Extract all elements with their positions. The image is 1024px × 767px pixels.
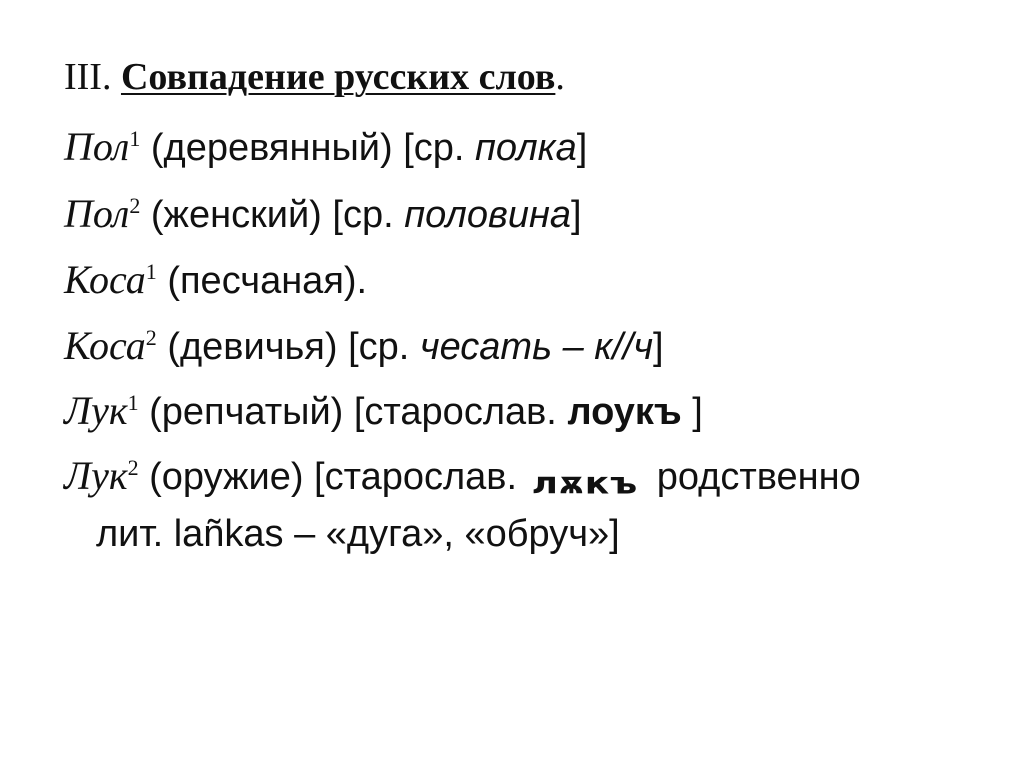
entry-gloss: (девичья) [ср. (167, 326, 410, 368)
entry-example: полка (475, 127, 577, 169)
homonym-number: 1 (145, 259, 157, 284)
entry-close: ] (571, 194, 582, 236)
entry-gloss: (песчаная). (167, 260, 368, 302)
section-title-period: . (555, 56, 565, 98)
section-number: III. (64, 56, 112, 98)
entry-kosa-1 (64, 257, 368, 302)
entry-word: Пол (64, 124, 130, 169)
entry-luk-2 (64, 453, 861, 502)
entry-kosa-2 (64, 323, 664, 368)
old-slavonic-form: лоукъ (567, 391, 682, 433)
entry-pol-1 (64, 124, 588, 169)
homonym-number: 2 (127, 455, 139, 480)
entry-example: половина (404, 194, 571, 236)
entry-close: ] (692, 391, 703, 433)
entry-gloss: (женский) [ср. (150, 194, 394, 236)
entry-pol-2 (64, 191, 582, 236)
entry-close: ] (653, 326, 664, 368)
entry-word: Коса (64, 323, 146, 368)
old-slavonic-script-form: лѫкъ (531, 466, 639, 501)
entry-word: Лук (64, 388, 128, 433)
entry-luk-1 (64, 388, 703, 433)
section-title-text: Совпадение русских слов (120, 56, 556, 98)
homonym-number: 1 (127, 390, 139, 415)
entry-after: родственно (656, 456, 861, 498)
entry-word: Пол (64, 191, 130, 236)
entry-gloss: (оружие) [старослав. (149, 456, 518, 498)
homonym-number: 2 (145, 325, 157, 350)
homonym-number: 2 (129, 193, 141, 218)
entry-word: Лук (64, 453, 128, 498)
homonym-number: 1 (129, 126, 141, 151)
entry-gloss: (деревянный) [ср. (150, 127, 465, 169)
section-title (64, 58, 565, 96)
entry-luk-2-continuation (96, 515, 620, 553)
entry-continuation: лит. lañkas – «дуга», «обруч»] (96, 513, 620, 555)
entry-close: ] (576, 127, 588, 169)
entry-word: Коса (64, 257, 146, 302)
entry-example: чесать – к//ч (419, 326, 654, 368)
entry-gloss: (репчатый) [старослав. (149, 391, 557, 433)
